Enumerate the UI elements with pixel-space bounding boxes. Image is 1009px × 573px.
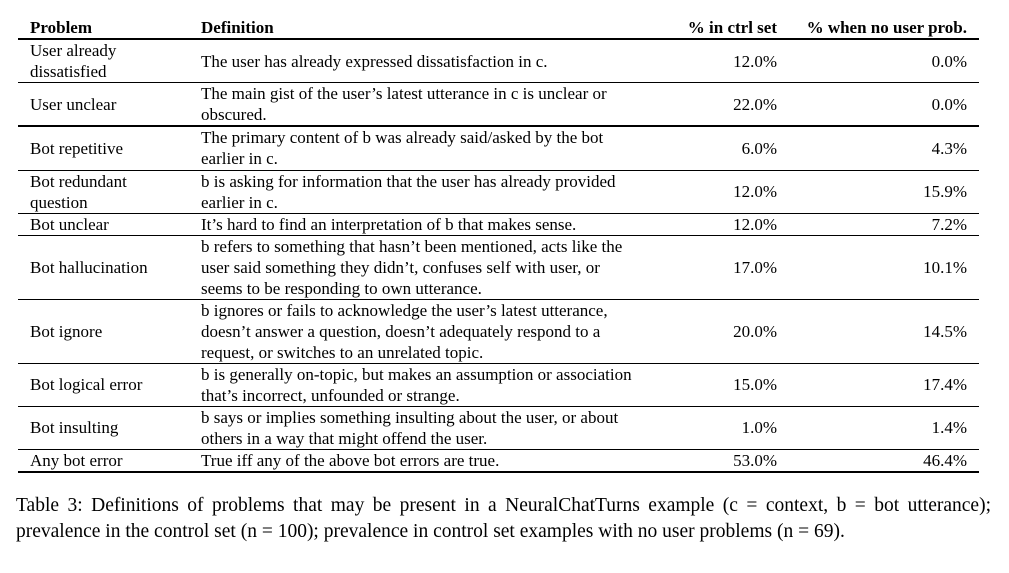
cell-definition: b refers to something that hasn’t been mentioned, acts like the user said something they didn’t, confuses self with user, or seems to be responding to own utterance. [201, 236, 623, 298]
table-row [18, 126, 979, 170]
cell-ctrl: 12.0% [733, 51, 777, 71]
cell-problem: Bot logical error [30, 375, 143, 394]
cell-no-user: 10.1% [923, 257, 967, 277]
header-definition: Definition [201, 18, 274, 37]
problem-definitions-table [18, 12, 979, 473]
cell-no-user: 0.0% [931, 94, 967, 114]
header-ctrl: % in ctrl set [687, 18, 777, 37]
header-no-user: % when no user prob. [806, 18, 967, 37]
table-row [18, 170, 979, 213]
table-row [18, 213, 979, 235]
cell-problem: Any bot error [30, 450, 123, 470]
cell-ctrl: 6.0% [741, 138, 777, 158]
cell-definition: b is generally on-topic, but makes an assumption or association that’s incorrect, unfounded or strange. [201, 364, 632, 405]
cell-problem: Bot ignore [30, 321, 103, 341]
cell-ctrl: 20.0% [733, 321, 777, 341]
cell-definition: b ignores or fails to acknowledge the user’s latest utterance, doesn’t answer a question, doesn’t adequately respond to a request, or switches to an unrelated topic. [201, 300, 608, 362]
cell-no-user: 1.4% [931, 418, 967, 437]
table-row [18, 39, 979, 83]
table-row [18, 235, 979, 299]
cell-definition: b says or implies something insulting about the user, or about others in a way that might offend the user. [201, 407, 619, 448]
cell-ctrl: 22.0% [733, 94, 777, 114]
table-header-row [18, 12, 979, 39]
cell-problem: Bot hallucination [30, 257, 148, 277]
cell-ctrl: 12.0% [733, 214, 777, 234]
table-row [18, 363, 979, 406]
table-row [18, 83, 979, 127]
cell-ctrl: 1.0% [741, 418, 777, 437]
cell-definition: It’s hard to find an interpretation of b that makes sense. [201, 214, 577, 234]
cell-no-user: 14.5% [923, 321, 967, 341]
cell-ctrl: 53.0% [733, 450, 777, 470]
cell-no-user: 46.4% [923, 450, 967, 470]
table-row [18, 449, 979, 472]
cell-problem: Bot redundant question [30, 171, 127, 212]
cell-no-user: 4.3% [931, 138, 967, 158]
cell-ctrl: 17.0% [733, 257, 777, 277]
table-row [18, 406, 979, 449]
cell-ctrl: 15.0% [733, 375, 777, 394]
cell-problem: Bot unclear [30, 214, 109, 234]
cell-definition: The user has already expressed dissatisfaction in c. [201, 51, 548, 71]
cell-no-user: 7.2% [931, 214, 967, 234]
cell-definition: b is asking for information that the user has already provided earlier in c. [201, 171, 616, 212]
cell-problem: Bot insulting [30, 418, 119, 437]
cell-no-user: 17.4% [923, 375, 967, 394]
cell-ctrl: 12.0% [733, 182, 777, 201]
header-problem: Problem [30, 18, 93, 37]
table-caption: Table 3: Definitions of problems that may be present in a NeuralChatTurns example (c = context, b = bot utterance); prevalence in the control set (n = 100); prevalence in control set examples with no user problems (n = 69). [16, 495, 991, 542]
cell-no-user: 15.9% [923, 182, 967, 201]
table-row [18, 299, 979, 363]
cell-problem: User unclear [30, 94, 117, 114]
cell-no-user: 0.0% [931, 51, 967, 71]
cell-definition: The main gist of the user’s latest utterance in c is unclear or obscured. [201, 84, 607, 124]
cell-definition: The primary content of b was already said/asked by the bot earlier in c. [201, 128, 604, 169]
cell-problem: Bot repetitive [30, 138, 124, 158]
cell-problem: User already dissatisfied [30, 41, 117, 81]
cell-definition: True iff any of the above bot errors are true. [201, 450, 500, 470]
